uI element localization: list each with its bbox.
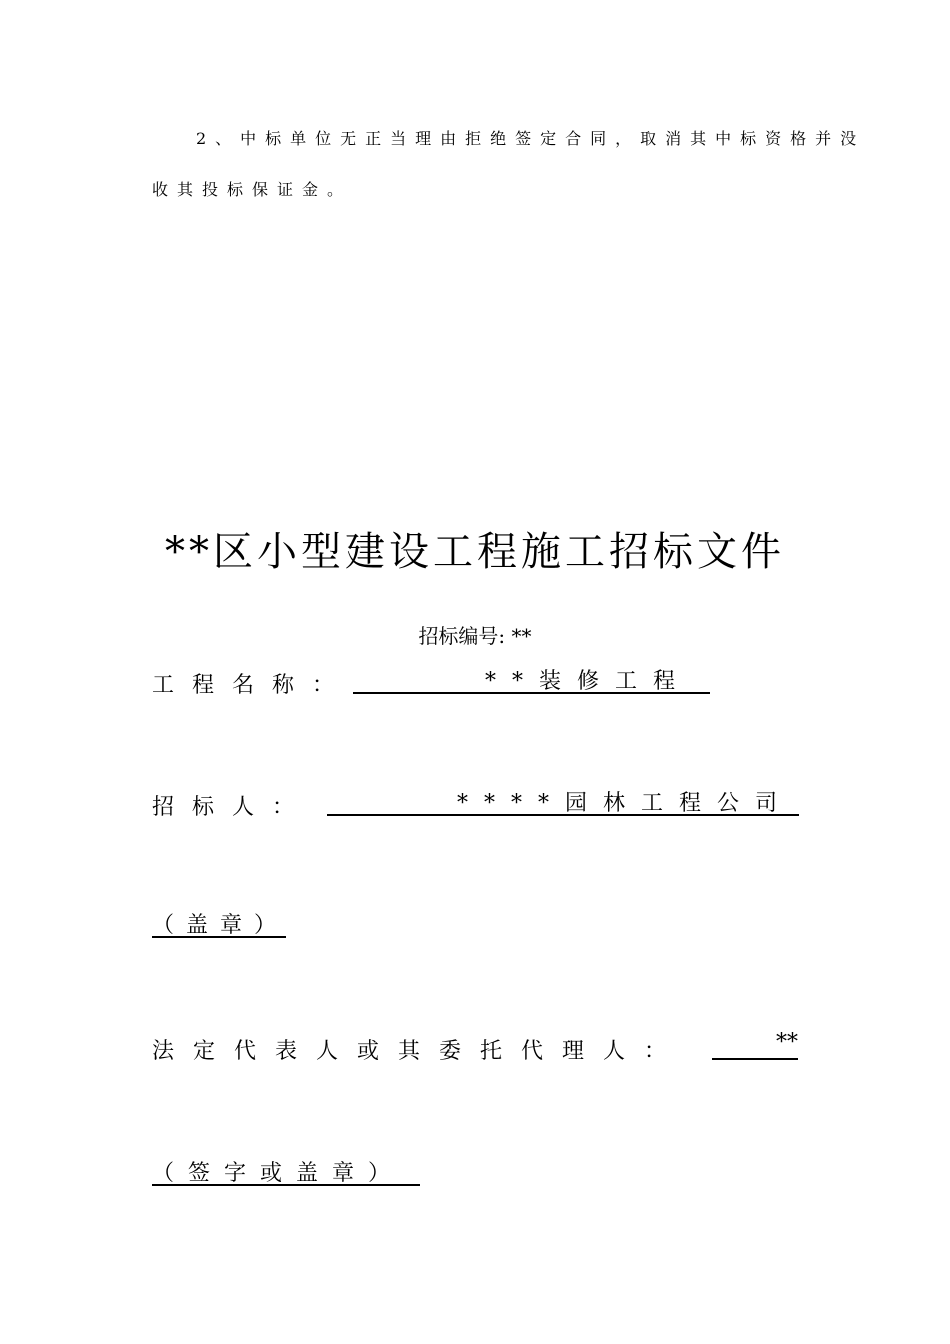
project-name-field: [353, 664, 710, 694]
document-title: **区小型建设工程施工招标文件: [165, 529, 785, 575]
representative-label: 法定代表人或其委托代理人：: [152, 1039, 686, 1064]
bid-number: 招标编号: **: [418, 624, 532, 648]
signature-note-field: [152, 1156, 420, 1186]
representative-field: [712, 1030, 798, 1060]
paragraph-line-1: 2、中标单位无正当理由拒绝签定合同，取消其中标资格并没: [196, 129, 866, 148]
tenderer-field: [327, 786, 799, 816]
tenderer-label: 招标人：: [152, 795, 313, 820]
tenderer-value: ****园林工程公司: [457, 791, 794, 816]
seal-note: （盖章）: [152, 913, 289, 938]
project-name-label: 工程名称：: [152, 673, 353, 698]
representative-value: **: [776, 1030, 798, 1055]
signature-note: （签字或盖章）: [152, 1161, 405, 1186]
project-name-value: **装修工程: [485, 669, 692, 694]
seal-note-field: [152, 908, 289, 938]
paragraph-line-2: 收其投标保证金。: [152, 180, 353, 199]
